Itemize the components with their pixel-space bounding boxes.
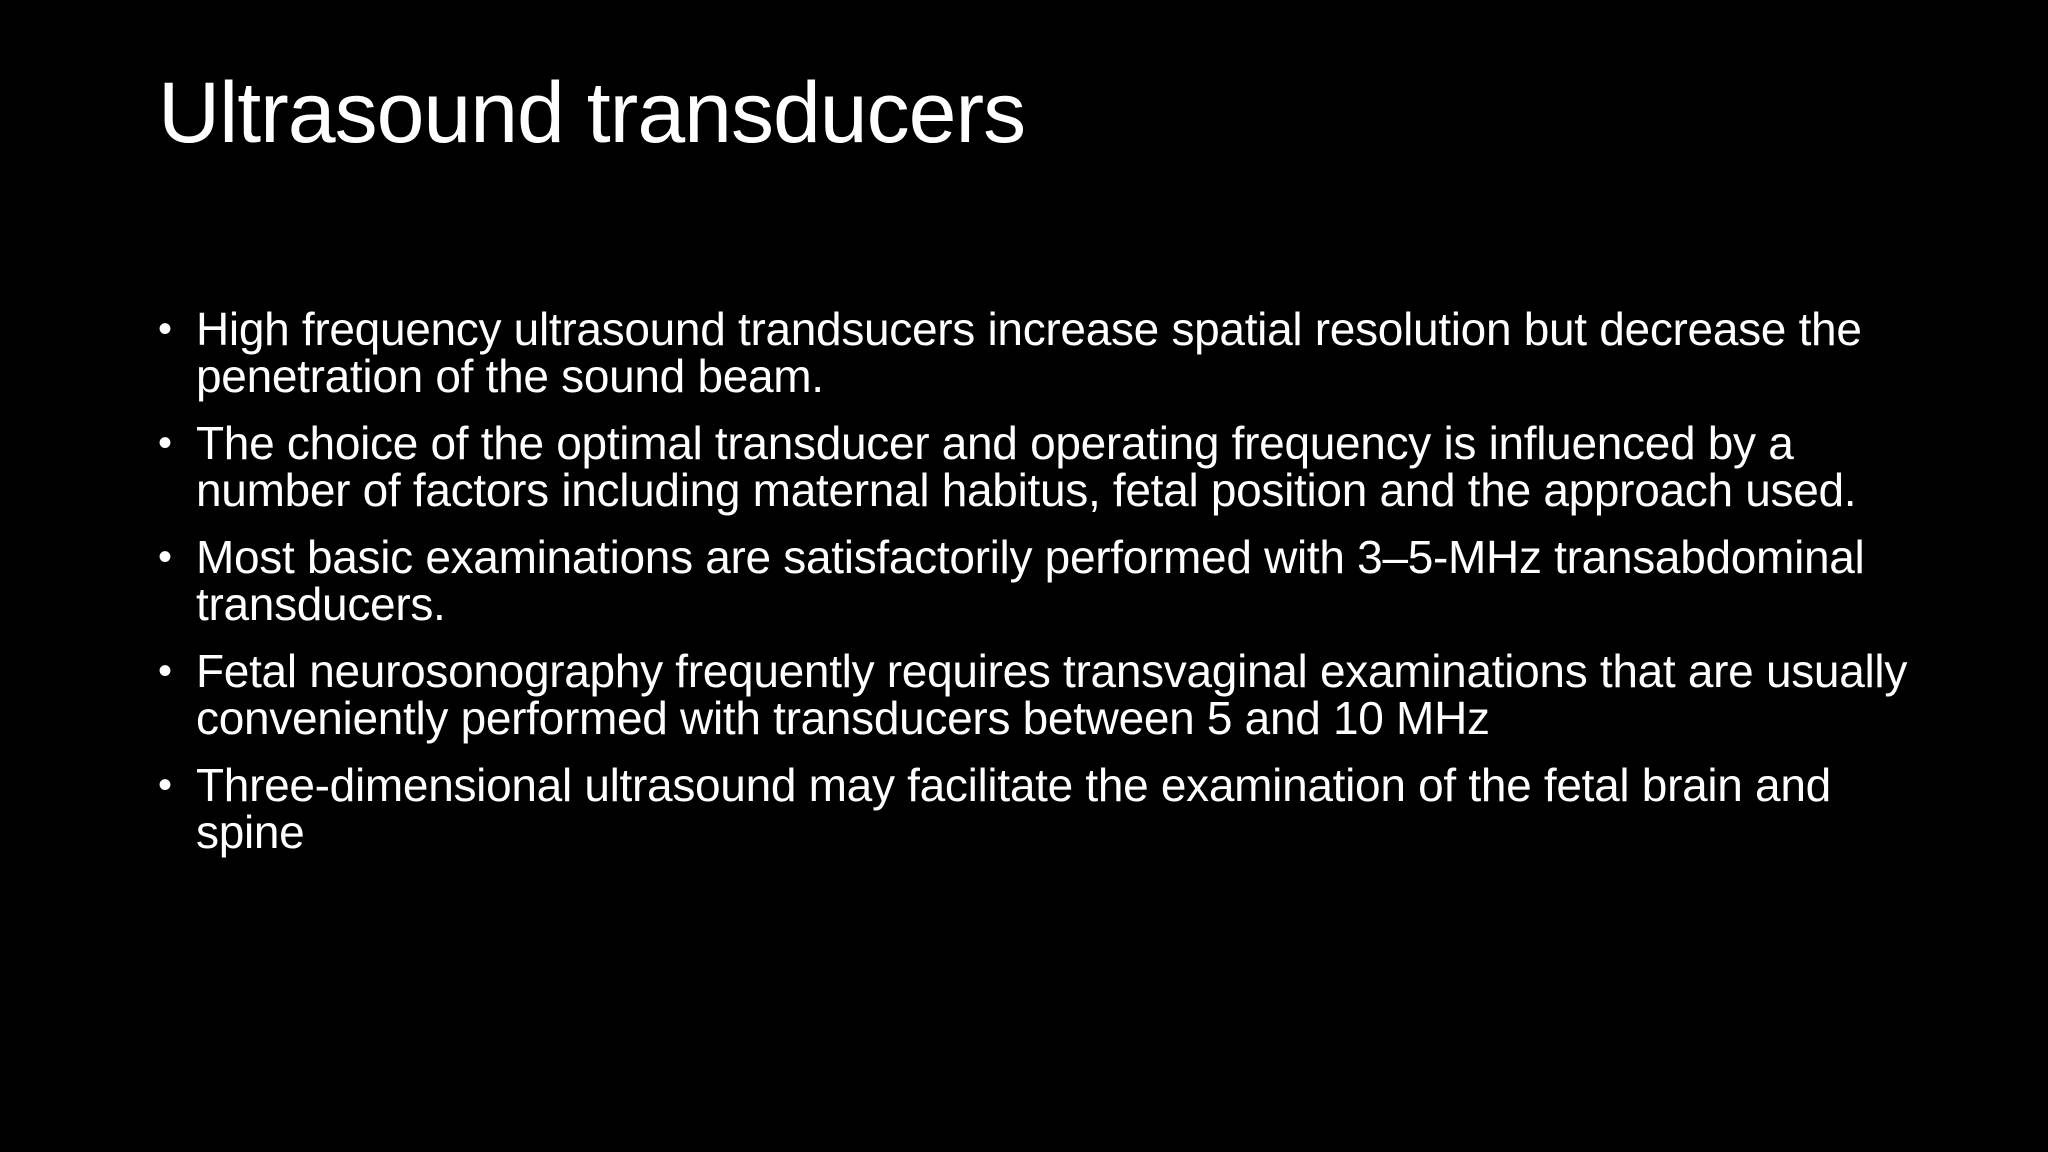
bullet-item [158, 303, 1918, 402]
bullet-item [158, 759, 1918, 858]
slide-title: Ultrasound transducers [158, 65, 1026, 161]
bullet-list [158, 303, 1918, 876]
bullet-dot-icon: • [158, 535, 172, 579]
bullet-dot-icon: • [158, 763, 172, 807]
bullet-text: Most basic examinations are satisfactorily performed with 3–5-MHz transabdominal transducers. [196, 531, 1865, 630]
bullet-dot-icon: • [158, 421, 172, 465]
bullet-text: Fetal neurosonography frequently requires transvaginal examinations that are usually conveniently performed with transducers between 5 and 10 MHz [196, 645, 1908, 744]
bullet-dot-icon: • [158, 649, 172, 693]
bullet-dot-icon: • [158, 307, 172, 351]
bullet-text: High frequency ultrasound trandsucers increase spatial resolution but decrease the penetration of the sound beam. [196, 303, 1862, 402]
bullet-item [158, 531, 1918, 630]
bullet-text: Three-dimensional ultrasound may facilitate the examination of the fetal brain and spine [196, 759, 1831, 858]
bullet-item [158, 645, 1918, 744]
bullet-text: The choice of the optimal transducer and operating frequency is influenced by a number of factors including maternal habitus, fetal position and the approach used. [196, 417, 1857, 516]
bullet-item [158, 417, 1918, 516]
